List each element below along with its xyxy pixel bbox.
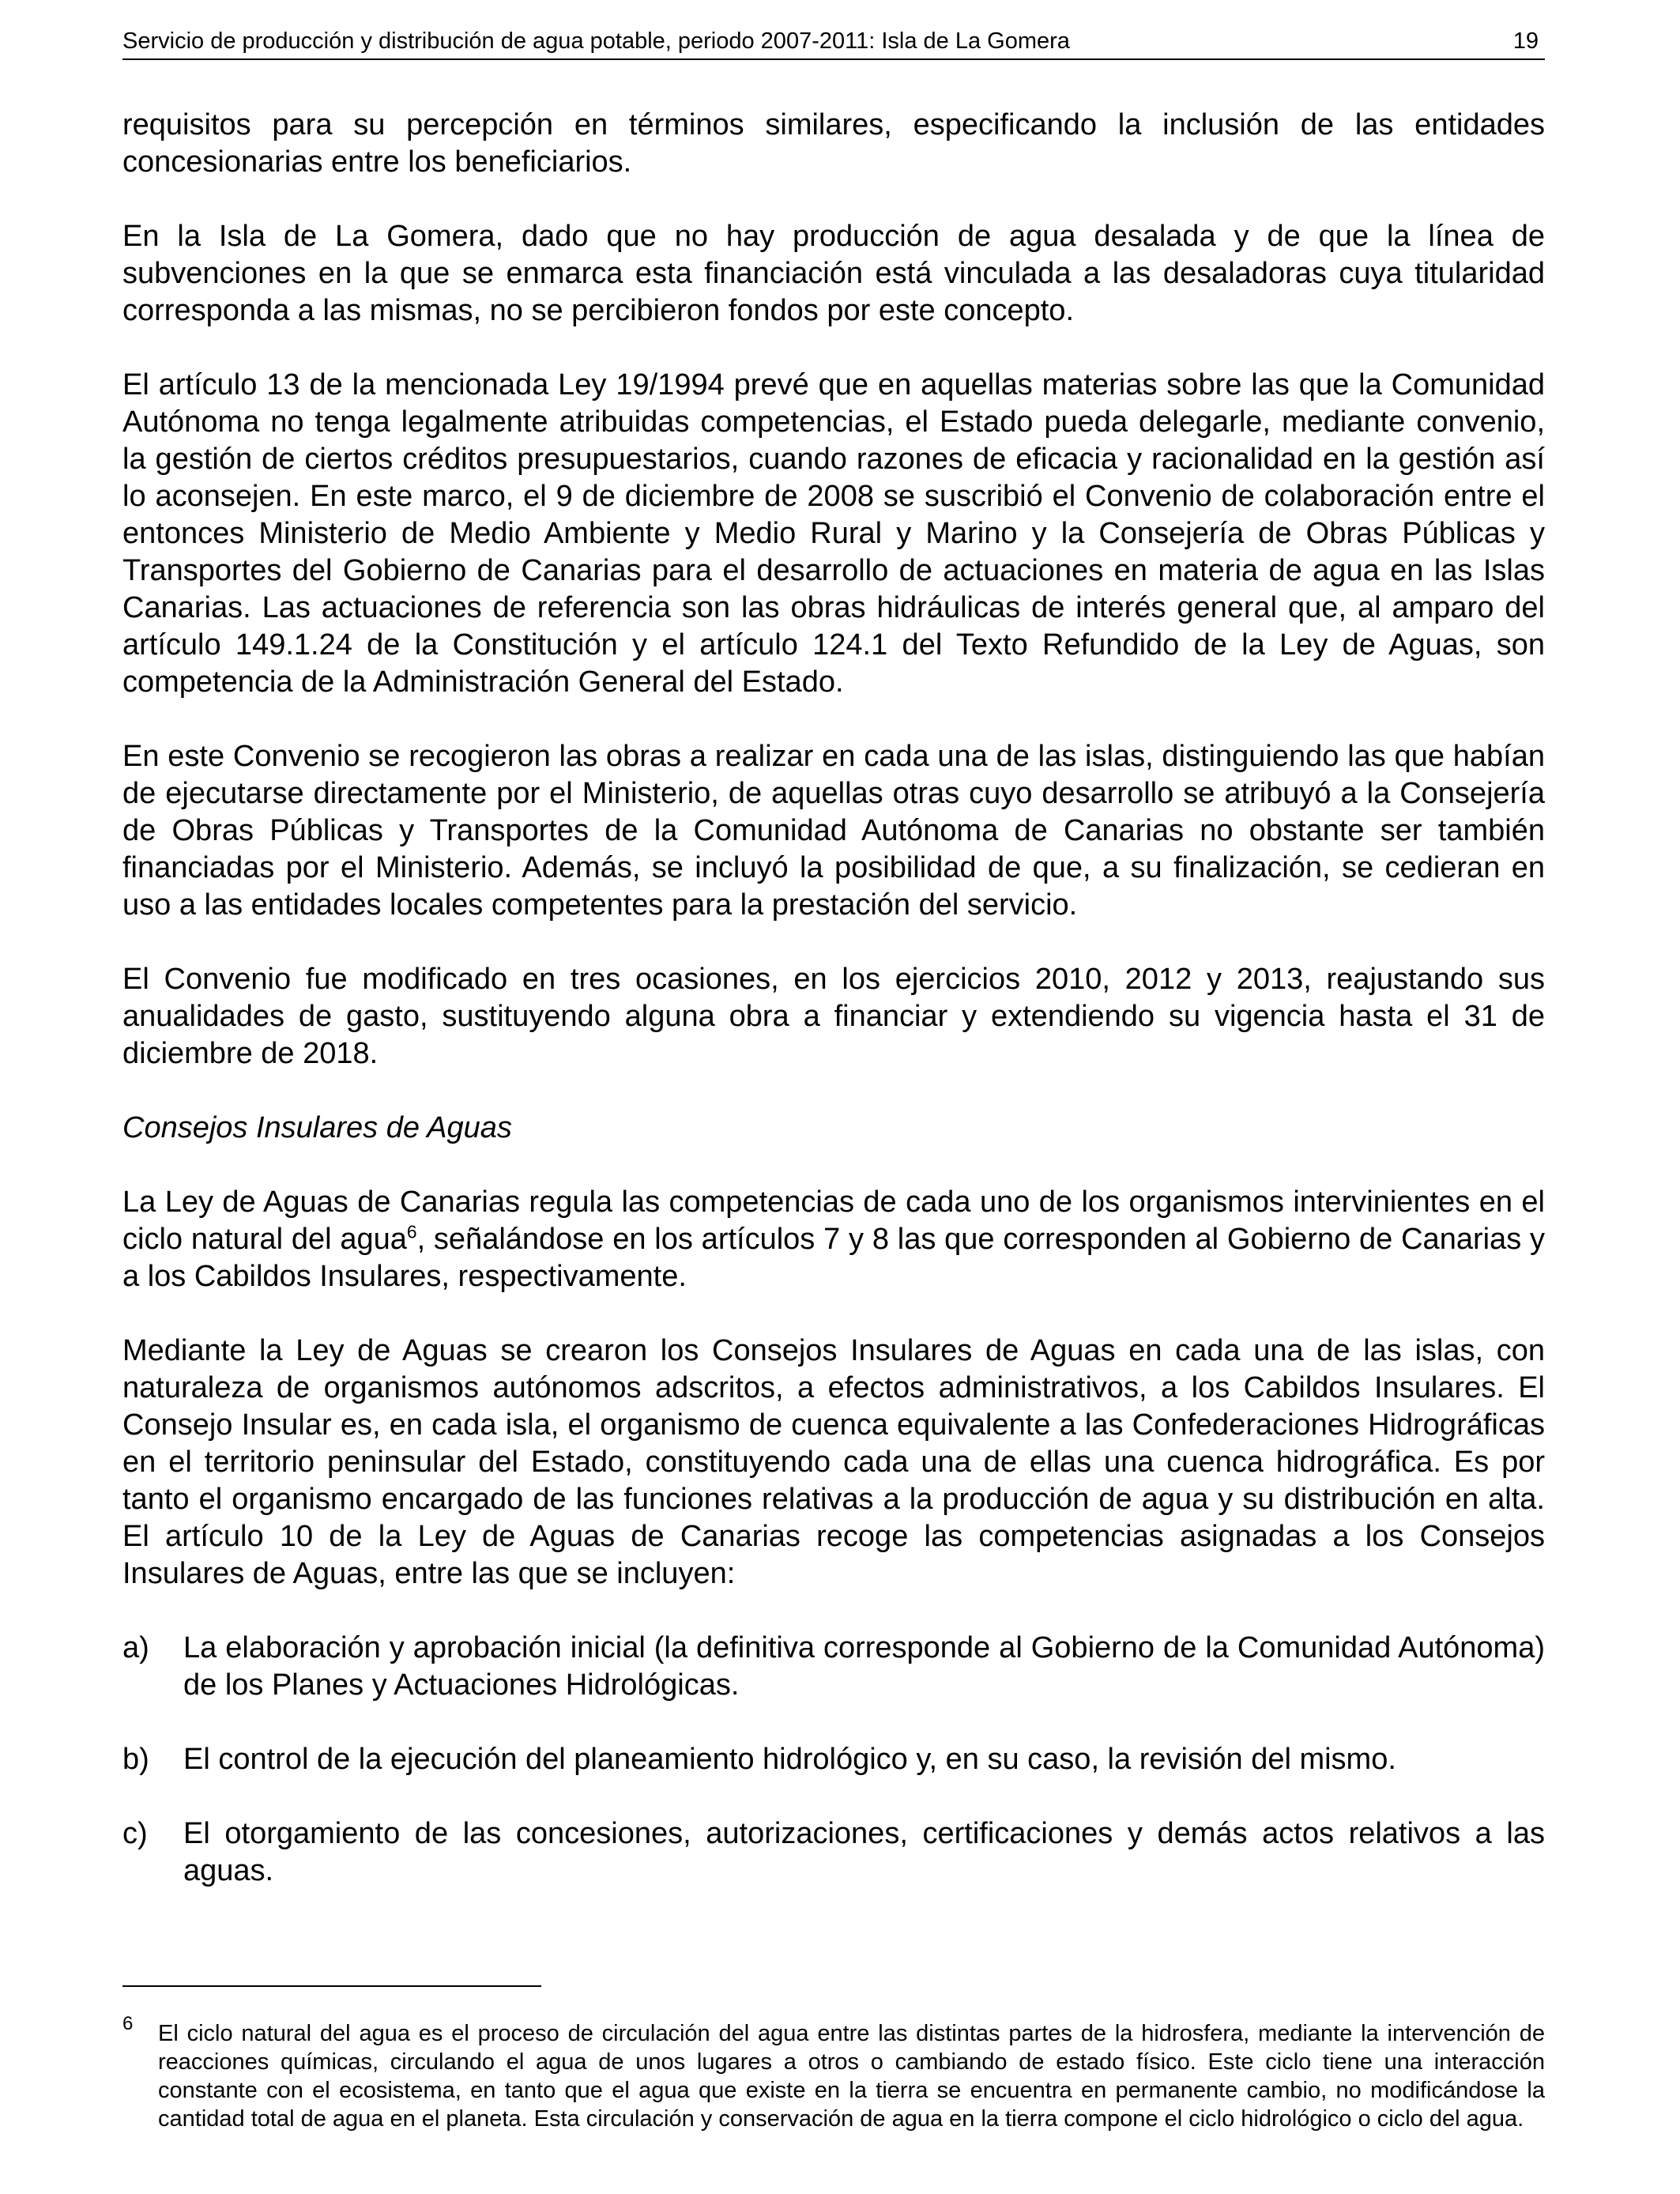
- page-header: [122, 24, 1545, 60]
- footnote: [122, 2013, 1545, 2133]
- paragraph-text: , señalándose en los artículos 7 y 8 las que corresponden al Gobierno de Canarias y a los Cabildos Insulares, respectivamente.: [122, 1223, 1545, 1293]
- list-item-text: El control de la ejecución del planeamiento hidrológico y, en su caso, la revisión del mismo.: [183, 1743, 1396, 1776]
- footnote-separator: [122, 1985, 541, 1987]
- list-item-text: El otorgamiento de las concesiones, autorizaciones, certificaciones y demás actos relativos a las aguas.: [183, 1817, 1545, 1887]
- list-item: [122, 1630, 1545, 1704]
- list-marker: a): [122, 1631, 149, 1664]
- list-item: [122, 1815, 1545, 1890]
- list-marker: b): [122, 1743, 149, 1776]
- paragraph: [122, 1184, 1545, 1295]
- footnote-reference: 6: [406, 1221, 417, 1242]
- paragraph: Mediante la Ley de Aguas se crearon los Consejos Insulares de Aguas en cada una de las islas, con naturaleza de organismos autónomos adscritos, a efectos administrativos, a los Cabildos Insulares. El Consejo Insular es, en cada isla, el organismo de cuenca equivalente a las Confederaciones Hidrográficas en el territorio peninsular del Estado, constituyendo cada una de ellas una cuenca hidrográfica. Es por tanto el organismo encargado de las funciones relativas a la producción de agua y su distribución en alta. El artículo 10 de la Ley de Aguas de Canarias recoge las competencias asignadas a los Consejos Insulares de Aguas, entre las que se incluyen:: [122, 1334, 1545, 1590]
- header-title: Servicio de producción y distribución de agua potable, periodo 2007-2011: Isla de La Gomera: [122, 28, 1070, 54]
- paragraph: El Convenio fue modificado en tres ocasiones, en los ejercicios 2010, 2012 y 2013, reajustando sus anualidades de gasto, sustituyendo alguna obra a financiar y extendiendo su vigencia hasta el 31 de diciembre de 2018.: [122, 963, 1545, 1070]
- paragraph: En este Convenio se recogieron las obras a realizar en cada una de las islas, distinguiendo las que habían de ejecutarse directamente por el Ministerio, de aquellas otras cuyo desarrollo se atribuyó a la Consejería de Obras Públicas y Transportes de la Comunidad Autónoma de Canarias no obstante ser también financiadas por el Ministerio. Además, se incluyó la posibilidad de que, a su finalización, se cedieran en uso a las entidades locales competentes para la prestación del servicio.: [122, 740, 1545, 922]
- section-heading: Consejos Insulares de Aguas: [122, 1111, 512, 1144]
- footnote-marker: 6: [122, 2013, 134, 2034]
- paragraph: El artículo 13 de la mencionada Ley 19/1994 prevé que en aquellas materias sobre las que la Comunidad Autónoma no tenga legalmente atribuidas competencias, el Estado pueda delegarle, mediante convenio, la gestión de ciertos créditos presupuestarios, cuando razones de eficacia y racionalidad en la gestión así lo aconsejen. En este marco, el 9 de diciembre de 2008 se suscribió el Convenio de colaboración entre el entonces Ministerio de Medio Ambiente y Medio Rural y Marino y la Consejería de Obras Públicas y Transportes del Gobierno de Canarias para el desarrollo de actuaciones en materia de agua en las Islas Canarias. Las actuaciones de referencia son las obras hidráulicas de interés general que, al amparo del artículo 149.1.24 de la Constitución y el artículo 124.1 del Texto Refundido de la Ley de Aguas, son competencia de la Administración General del Estado.: [122, 368, 1545, 699]
- paragraph: requisitos para su percepción en términos similares, especificando la inclusión de las entidades concesionarias entre los beneficiarios.: [122, 108, 1545, 179]
- paragraph: En la Isla de La Gomera, dado que no hay producción de agua desalada y de que la línea de subvenciones en la que se enmarca esta financiación está vinculada a las desaladoras cuya titularidad corresponda a las mismas, no se percibieron fondos por este concepto.: [122, 220, 1545, 327]
- list-marker: c): [122, 1817, 148, 1850]
- list-item-text: La elaboración y aprobación inicial (la definitiva corresponde al Gobierno de la Comunidad Autónoma) de los Planes y Actuaciones Hidrológicas.: [183, 1631, 1545, 1702]
- footnote-marker-cell: [122, 2013, 158, 2133]
- body-text: [122, 107, 1545, 1927]
- paragraph-text: La Ley de Aguas de Canarias regula las competencias de cada uno de los organismos intervinientes en el ciclo natural del agua: [122, 1186, 1545, 1256]
- list-item: [122, 1741, 1545, 1778]
- footnote-text: El ciclo natural del agua es el proceso de circulación del agua entre las distintas partes de la hidrosfera, mediante la intervención de reacciones químicas, circulando el agua de unos lugares a otros o cambiando de estado físico. Este ciclo tiene una interacción constante con el ecosistema, en tanto que el agua que existe en la tierra se encuentra en permanente cambio, no modificándose la cantidad total de agua en el planeta. Esta circulación y conservación de agua en la tierra compone el ciclo hidrológico o ciclo del agua.: [158, 2021, 1545, 2132]
- page-number: 19: [1512, 28, 1539, 54]
